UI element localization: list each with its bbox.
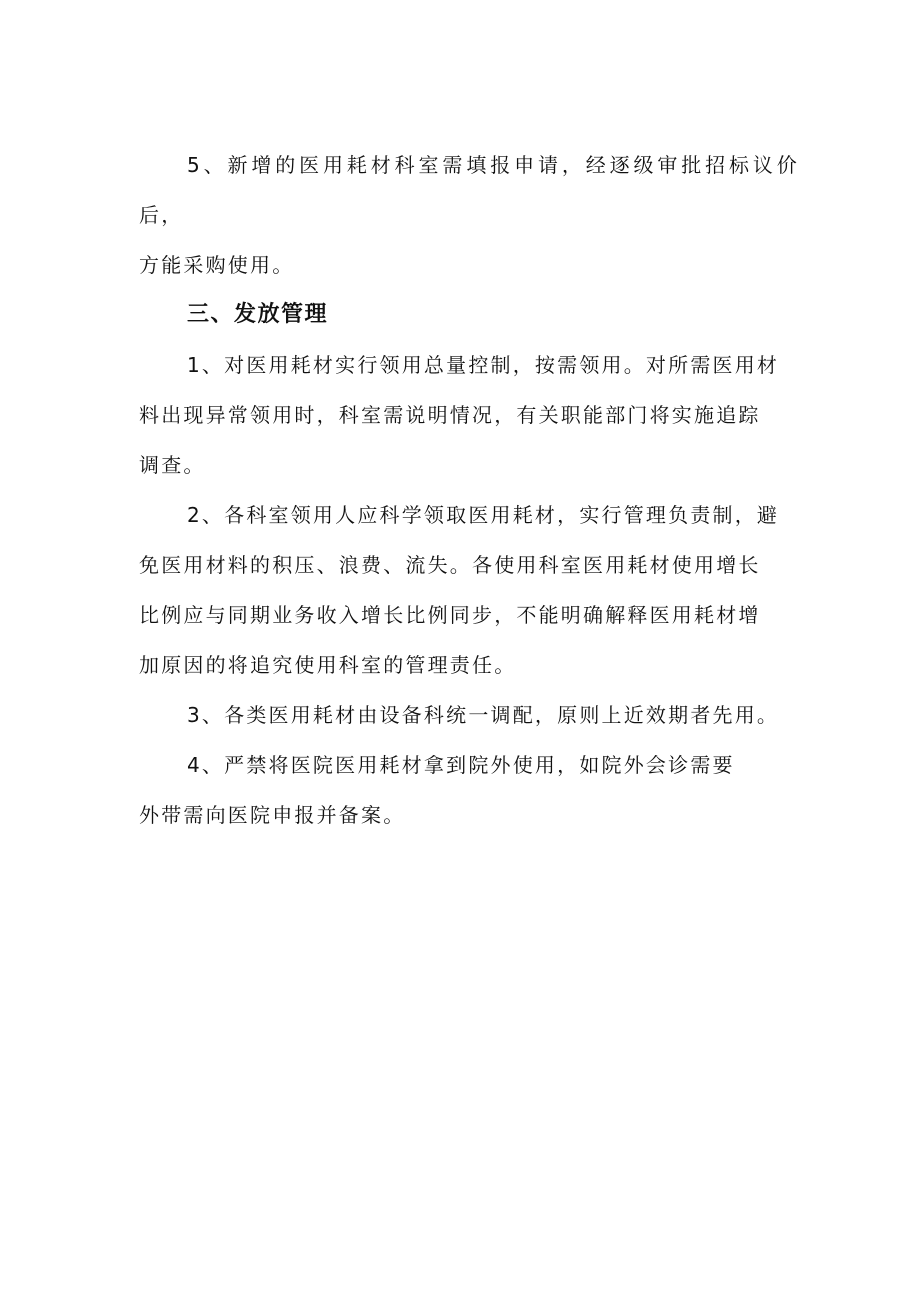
- paragraph-item-2: [139, 490, 799, 690]
- paragraph-line: 料出现异常领用时，科室需说明情况，有关职能部门将实施追踪: [139, 403, 761, 427]
- section-heading: 三、发放管理: [187, 302, 329, 327]
- paragraph-line: 3、各类医用耗材由设备科统一调配，原则上近效期者先用。: [187, 703, 780, 727]
- paragraph-line: 2、各科室领用人应科学领取医用耗材，实行管理负责制，避: [187, 503, 780, 527]
- paragraph-item-1: [139, 340, 799, 490]
- paragraph-item-4: [139, 740, 799, 840]
- document-body: [139, 140, 799, 840]
- paragraph-line: 4、严禁将医院医用耗材拿到院外使用，如院外会诊需要: [187, 753, 735, 777]
- paragraph-line: 免医用材料的积压、浪费、流失。各使用科室医用耗材使用增长: [139, 553, 761, 577]
- paragraph-line: 比例应与同期业务收入增长比例同步，不能明确解释医用耗材增: [139, 603, 761, 627]
- paragraph-line: 5、新增的医用耗材科室需填报申请，经逐级审批招标议价后，: [139, 153, 799, 227]
- paragraph-line: 加原因的将追究使用科室的管理责任。: [139, 653, 517, 677]
- paragraph-line: 1、对医用耗材实行领用总量控制，按需领用。对所需医用材: [187, 353, 780, 377]
- paragraph-line: 外带需向医院申报并备案。: [139, 803, 406, 827]
- paragraph-item-5: [139, 140, 799, 290]
- paragraph-line: 方能采购使用。: [139, 253, 295, 277]
- paragraph-item-3: [139, 690, 799, 740]
- paragraph-line: 调查。: [139, 453, 206, 477]
